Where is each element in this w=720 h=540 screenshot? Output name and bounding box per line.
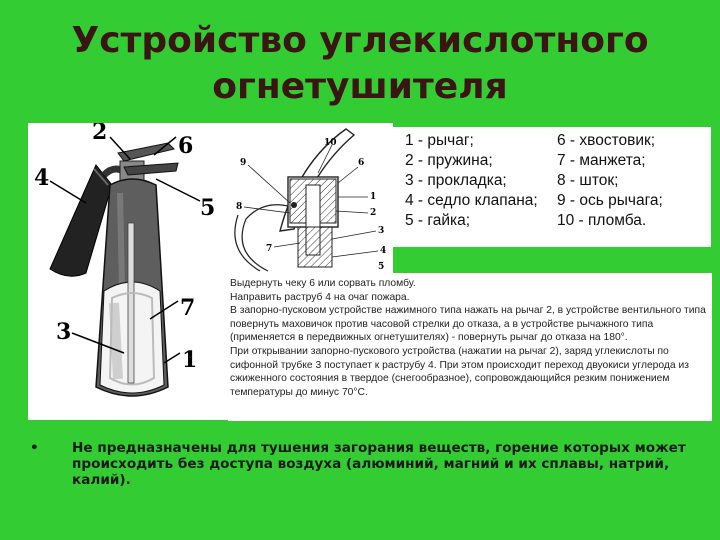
extinguisher-drawing (28, 123, 228, 420)
fig-left-label-6: 6 (178, 133, 194, 159)
fig-left-label-2: 2 (92, 123, 108, 145)
fig-right-label-1: 1 (370, 192, 377, 202)
fig-left-label-4: 4 (34, 165, 50, 191)
fig-right-label-3: 3 (378, 226, 385, 236)
fig-right-label-9: 9 (240, 158, 247, 168)
fig-right-label-8: 8 (236, 202, 243, 212)
legend-row (405, 131, 711, 151)
fig-right-label-10: 10 (324, 138, 337, 148)
legend-item: 9 - ось рычага; (557, 192, 663, 209)
fig-right-label-5: 5 (378, 262, 385, 272)
legend-item: 2 - пружина; (405, 152, 493, 169)
title-line-2: огнетушителя (212, 66, 508, 107)
legend-item: 3 - прокладка; (405, 172, 507, 189)
valve-drawing (228, 123, 393, 273)
legend-row (405, 151, 711, 171)
legend-row (405, 211, 711, 231)
fig-right-label-7: 7 (266, 244, 273, 254)
fig-left-label-7: 7 (180, 295, 196, 321)
usage-instructions (228, 273, 712, 421)
fig-left-label-3: 3 (56, 319, 72, 345)
legend-item: 7 - манжета; (557, 152, 646, 169)
instruction-paragraph: В запорно-пусковом устройстве нажимного типа нажать на рычаг 2, в устройстве вентильного типа повернуть маховичок против часовой стрелки до отказа, а в устройстве рычажного типа (применяется в передвижных огнетушителях) - повернуть рычаг до отказа на 180°. (230, 305, 706, 344)
extinguisher-figure (28, 123, 228, 420)
legend-item: 10 - пломба. (557, 212, 647, 229)
legend-row (405, 171, 711, 191)
fig-right-label-4: 4 (380, 246, 387, 256)
fig-left-label-1: 1 (182, 347, 198, 373)
legend-item: 4 - седло клапана; (405, 192, 538, 209)
parts-legend (393, 127, 711, 247)
title-line-1: Устройство углекислотного (71, 20, 649, 61)
instruction-paragraph: При открывании запорно-пускового устройства (нажатии на рычаг 2), заряд углекислоты по сифонной трубке 3 поступает к раструбу 4. При этом происходит переход двуокиси углерода из сжиженного состояния в твердое (снегообразное), сопровождающийся резким понижением температуры до минус 70°С. (230, 345, 689, 398)
legend-item: 8 - шток; (557, 172, 619, 189)
instruction-paragraph: Выдернуть чеку 6 или сорвать пломбу. (230, 278, 416, 289)
legend-item: 6 - хвостовик; (557, 132, 656, 149)
note-text: Не предназначены для тушения загорания веществ, горение которых может происходить без доступа воздуха (алюминий, магний и их сплавы, натрий, калий). (72, 440, 686, 488)
legend-item: 5 - гайка; (405, 212, 471, 229)
bullet-icon: • (30, 440, 39, 456)
page-title (0, 18, 720, 110)
valve-figure (228, 123, 393, 273)
fig-right-label-2: 2 (370, 208, 377, 218)
legend-row (405, 191, 711, 211)
fig-left-label-5: 5 (200, 195, 216, 221)
fig-right-label-6: 6 (358, 158, 365, 168)
legend-item: 1 - рычаг; (405, 132, 474, 149)
instruction-paragraph: Направить раструб 4 на очаг пожара. (230, 291, 410, 303)
